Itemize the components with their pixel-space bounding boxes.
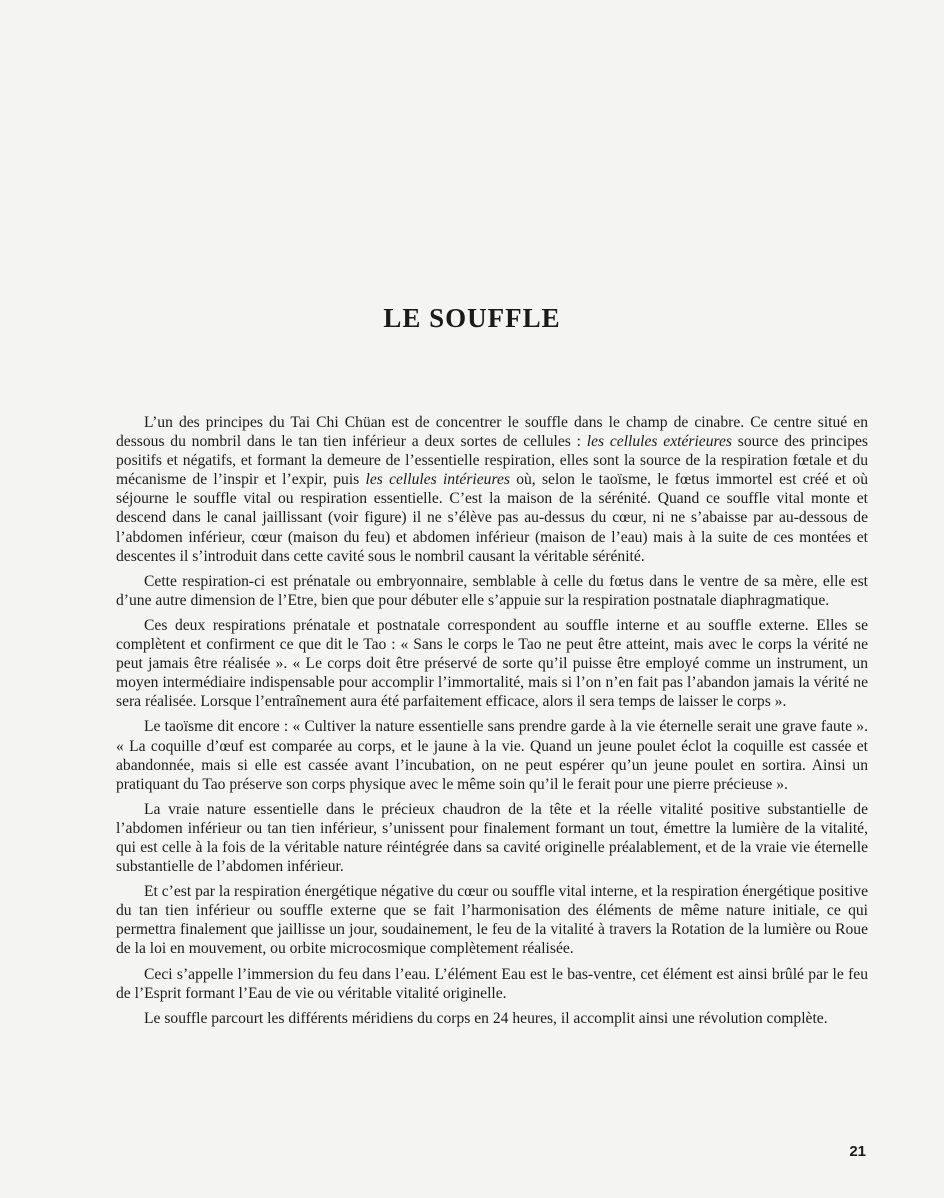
paragraph-1-italic-inner-cells: les cellules intérieures: [365, 471, 510, 489]
body-text: [116, 413, 868, 1034]
paragraph-2: Cette respiration-ci est prénatale ou embryonnaire, semblable à celle du fœtus dans le ventre de sa mère, elle est d’une autre dimension de l’Etre, bien que pour débuter elle s’appuie sur la respiration postnatale diaphragmatique.: [116, 572, 868, 609]
paragraph-3: Ces deux respirations prénatale et postnatale correspondent au souffle interne et au souffle externe. Elles se complètent et confirment ce que dit le Tao : « Sans le corps le Tao ne peut être atteint, mais avec le corps la vérité ne peut jamais être réalisée ». « Le corps doit être préservé de sorte qu’il puisse être employé comme un instrument, un moyen intermédiaire indispensable pour accomplir l’immortalité, mais si l’on n’en fait pas l’abandon jamais la vérité ne sera réalisée. Lorsque l’entraînement aura été parfaitement efficace, alors il sera temps de laisser le corps ».: [116, 616, 868, 711]
paragraph-1-text-c: source des principes positifs et négatifs, et formant la demeure de l’essentielle respiration, elles sont la source de la respiration fœtale et du mécanisme de l’inspir et l’expir, puis: [116, 433, 868, 489]
paragraph-5: La vraie nature essentielle dans le précieux chaudron de la tête et la réelle vitalité positive substantielle de l’abdomen inférieur ou tan tien inférieur, s’unissent pour finalement formant un tout, émettre la lumière de la vitalité, qui est celle à la fois de la véritable nature réintégrée dans sa cavité originelle préalablement, et de la vraie vie éternelle substantielle de l’abdomen inférieur.: [116, 800, 868, 876]
paragraph-8: Le souffle parcourt les différents méridiens du corps en 24 heures, il accomplit ainsi une révolution complète.: [144, 1009, 828, 1027]
page-title: LE SOUFFLE: [383, 303, 561, 333]
paragraph-6: Et c’est par la respiration énergétique négative du cœur ou souffle vital interne, et la respiration énergétique positive du tan tien inférieur ou souffle externe que se fait l’harmonisation des éléments de même nature initiale, ce qui permettra finalement que jaillisse un jour, soudainement, le feu de la vitalité à travers la Rotation de la lumière ou Roue de la loi en mouvement, ou orbite microcosmique complètement réalisée.: [116, 883, 868, 958]
paragraph-4: Le taoïsme dit encore : « Cultiver la nature essentielle sans prendre garde à la vie éternelle serait une grave faute ». « La coquille d’œuf est comparée au corps, et le jaune à la vie. Quand un jeune poulet éclot la coquille est cassée et abandonnée, mais si elle est cassée avant l’incubation, on ne peut espérer qu’un jeune poulet en sortira. Ainsi un pratiquant du Tao préserve son corps physique avec le même soin qu’il le ferait pour une pierre précieuse ».: [116, 718, 868, 793]
paragraph-1-italic-outer-cells: les cellules extérieures: [586, 433, 732, 451]
page-number: 21: [849, 1143, 866, 1160]
paragraph-1-text-e: où, selon le taoïsme, le fœtus immortel est créé et où séjourne le souffle vital ou respiration essentielle. C’est la maison de la sérénité. Quand ce souffle vital monte et descend dans le canal jaillissant (voir figure) il ne s’élève pas au-dessus du cœur, ni ne s’abaisse par au-dessous de l’abdomen inférieur, cœur (maison du feu) et abdomen inférieur (maison de l’eau) mais à la suite de ces montées et descentes il s’introduit dans cette cavité sous le nombril causant la véritable sérénité.: [116, 471, 868, 565]
paragraph-7: Ceci s’appelle l’immersion du feu dans l’eau. L’élément Eau est le bas-ventre, cet élément est ainsi brûlé par le feu de l’Esprit formant l’Eau de vie ou véritable vitalité originelle.: [116, 965, 868, 1002]
paragraph-1-text-a: L’un des principes du Tai Chi Chüan est de concentrer le souffle dans le champ de cinabre. Ce centre situé en dessous du nombril dans le tan tien inférieur a deux sortes de cellules :: [116, 414, 868, 451]
paragraph-1: [116, 413, 868, 566]
